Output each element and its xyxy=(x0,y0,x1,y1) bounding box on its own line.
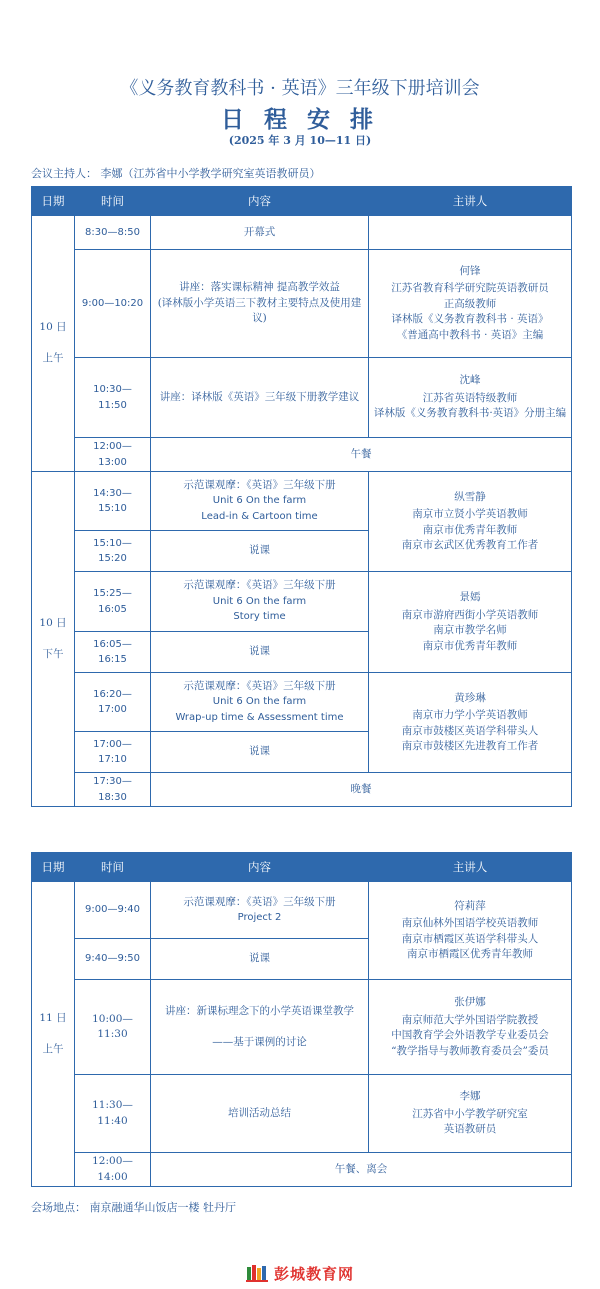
event-date: (2025 年 3 月 10—11 日) xyxy=(228,134,372,147)
time-cell: 8:30—8:50 xyxy=(75,216,151,250)
speaker-cell: 沈峰 江苏省英语特级教师 译林版《义务教育教科书·英语》分册主编 xyxy=(369,358,572,438)
time-cell: 9:40—9:50 xyxy=(75,939,151,980)
content-cell: 讲座：落实课标精神 提高教学效益 (译林版小学英语三下教材主要特点及使用建议) xyxy=(151,250,369,358)
time-cell: 16:05—16:15 xyxy=(75,632,151,673)
content-cell: 午餐、离会 xyxy=(151,1153,572,1187)
speaker-name: 张伊娜 xyxy=(454,996,486,1008)
time-cell: 15:25—16:05 xyxy=(75,572,151,632)
time-cell: 17:00—17:10 xyxy=(75,732,151,773)
content-cell: 说课 xyxy=(151,939,369,980)
table-row xyxy=(32,358,572,438)
venue-info: 会场地点： 南京融通华山饭店一楼 牡丹厅 xyxy=(31,1201,236,1214)
schedule-table-day1 xyxy=(31,186,572,807)
table-row xyxy=(32,673,572,732)
speaker-name: 何锋 xyxy=(459,264,481,277)
table-row xyxy=(32,1075,572,1153)
time-cell: 11:30—11:40 xyxy=(75,1075,151,1153)
speaker-cell: 何锋 江苏省教育科学研究院英语教研员 正高级教师 译林版《义务教育教科书 · 英语》 《普通高中教科书 · 英语》主编 xyxy=(369,250,572,358)
column-header-time: 时间 xyxy=(75,853,151,882)
content-cell: 示范课观摩：《英语》三年级下册 Project 2 xyxy=(151,882,369,939)
site-logo[interactable] xyxy=(0,1262,600,1284)
table-row xyxy=(32,250,572,358)
speaker-cell xyxy=(369,216,572,250)
content-cell: 说课 xyxy=(151,632,369,673)
table-header xyxy=(32,187,572,216)
page-subtitle: 日 程 安 排 xyxy=(220,106,380,133)
speaker-cell: 李娜 江苏省中小学教学研究室 英语教研员 xyxy=(369,1075,572,1153)
content-cell: 午餐 xyxy=(151,438,572,472)
content-cell: 示范课观摩：《英语》三年级下册 Unit 6 On the farm Wrap-up time & Assessment time xyxy=(151,673,369,732)
content-cell: 讲座：译林版《英语》三年级下册教学建议 xyxy=(151,358,369,438)
content-cell: 说课 xyxy=(151,531,369,572)
date-cell-afternoon: 10 日 下午 xyxy=(32,472,75,807)
content-cell: 示范课观摩：《英语》三年级下册 Unit 6 On the farm Lead-in & Cartoon time xyxy=(151,472,369,531)
table-row xyxy=(32,773,572,807)
speaker-cell: 纵雪静 南京市立贤小学英语教师 南京市优秀青年教师 南京市玄武区优秀教育工作者 xyxy=(369,472,572,572)
time-cell: 17:30—18:30 xyxy=(75,773,151,807)
speaker-name: 李娜 xyxy=(459,1090,481,1103)
content-cell: 晚餐 xyxy=(151,773,572,807)
time-cell: 12:00—14:00 xyxy=(75,1153,151,1187)
date-cell-day2: 11 日 上午 xyxy=(32,882,75,1187)
content-cell: 示范课观摩：《英语》三年级下册 Unit 6 On the farm Story time xyxy=(151,572,369,632)
schedule-table-day2 xyxy=(31,852,572,1187)
speaker-name: 符莉萍 xyxy=(454,899,486,912)
speaker-name: 纵雪静 xyxy=(454,490,486,503)
column-header-speaker: 主讲人 xyxy=(369,187,572,216)
speaker-cell: 张伊娜 南京师范大学外国语学院教授 中国教育学会外语教学专业委员会 “教学指导与教师教育委员会”委员 xyxy=(369,980,572,1075)
content-cell: 说课 xyxy=(151,732,369,773)
host-info: 会议主持人： 李娜（江苏省中小学教学研究室英语教研员） xyxy=(31,167,321,180)
time-cell: 9:00—10:20 xyxy=(75,250,151,358)
speaker-cell: 景嫣 南京市游府西街小学英语教师 南京市教学名师 南京市优秀青年教师 xyxy=(369,572,572,673)
date-cell-morning: 10 日 上午 xyxy=(32,216,75,472)
time-cell: 10:30—11:50 xyxy=(75,358,151,438)
table-row xyxy=(32,980,572,1075)
table-row xyxy=(32,882,572,939)
books-icon xyxy=(246,1263,270,1283)
time-cell: 12:00—13:00 xyxy=(75,438,151,472)
column-header-time: 时间 xyxy=(75,187,151,216)
content-cell: 培训活动总结 xyxy=(151,1075,369,1153)
column-header-content: 内容 xyxy=(151,853,369,882)
speaker-cell: 符莉萍 南京仙林外国语学校英语教师 南京市栖霞区英语学科带头人 南京市栖霞区优秀青年教师 xyxy=(369,882,572,980)
time-cell: 9:00—9:40 xyxy=(75,882,151,939)
content-cell: 讲座：新课标理念下的小学英语课堂教学 ——基于课例的讨论 xyxy=(151,980,369,1075)
table-row xyxy=(32,216,572,250)
column-header-content: 内容 xyxy=(151,187,369,216)
table-row xyxy=(32,472,572,531)
speaker-name: 黄珍琳 xyxy=(454,691,486,704)
logo-text: 彭城教育网 xyxy=(273,1264,354,1283)
table-row xyxy=(32,572,572,632)
column-header-speaker: 主讲人 xyxy=(369,853,572,882)
speaker-cell: 黄珍琳 南京市力学小学英语教师 南京市鼓楼区英语学科带头人 南京市鼓楼区先进教育工作者 xyxy=(369,673,572,773)
time-cell: 15:10—15:20 xyxy=(75,531,151,572)
content-cell: 开幕式 xyxy=(151,216,369,250)
time-cell: 10:00—11:30 xyxy=(75,980,151,1075)
column-header-date: 日期 xyxy=(32,853,75,882)
table-row xyxy=(32,1153,572,1187)
time-cell: 16:20—17:00 xyxy=(75,673,151,732)
table-header xyxy=(32,853,572,882)
speaker-name: 沈峰 xyxy=(459,374,481,387)
table-row xyxy=(32,438,572,472)
page-title: 《义务教育教科书 · 英语》三年级下册培训会 xyxy=(120,78,480,99)
speaker-name: 景嫣 xyxy=(459,591,481,603)
column-header-date: 日期 xyxy=(32,187,75,216)
time-cell: 14:30—15:10 xyxy=(75,472,151,531)
